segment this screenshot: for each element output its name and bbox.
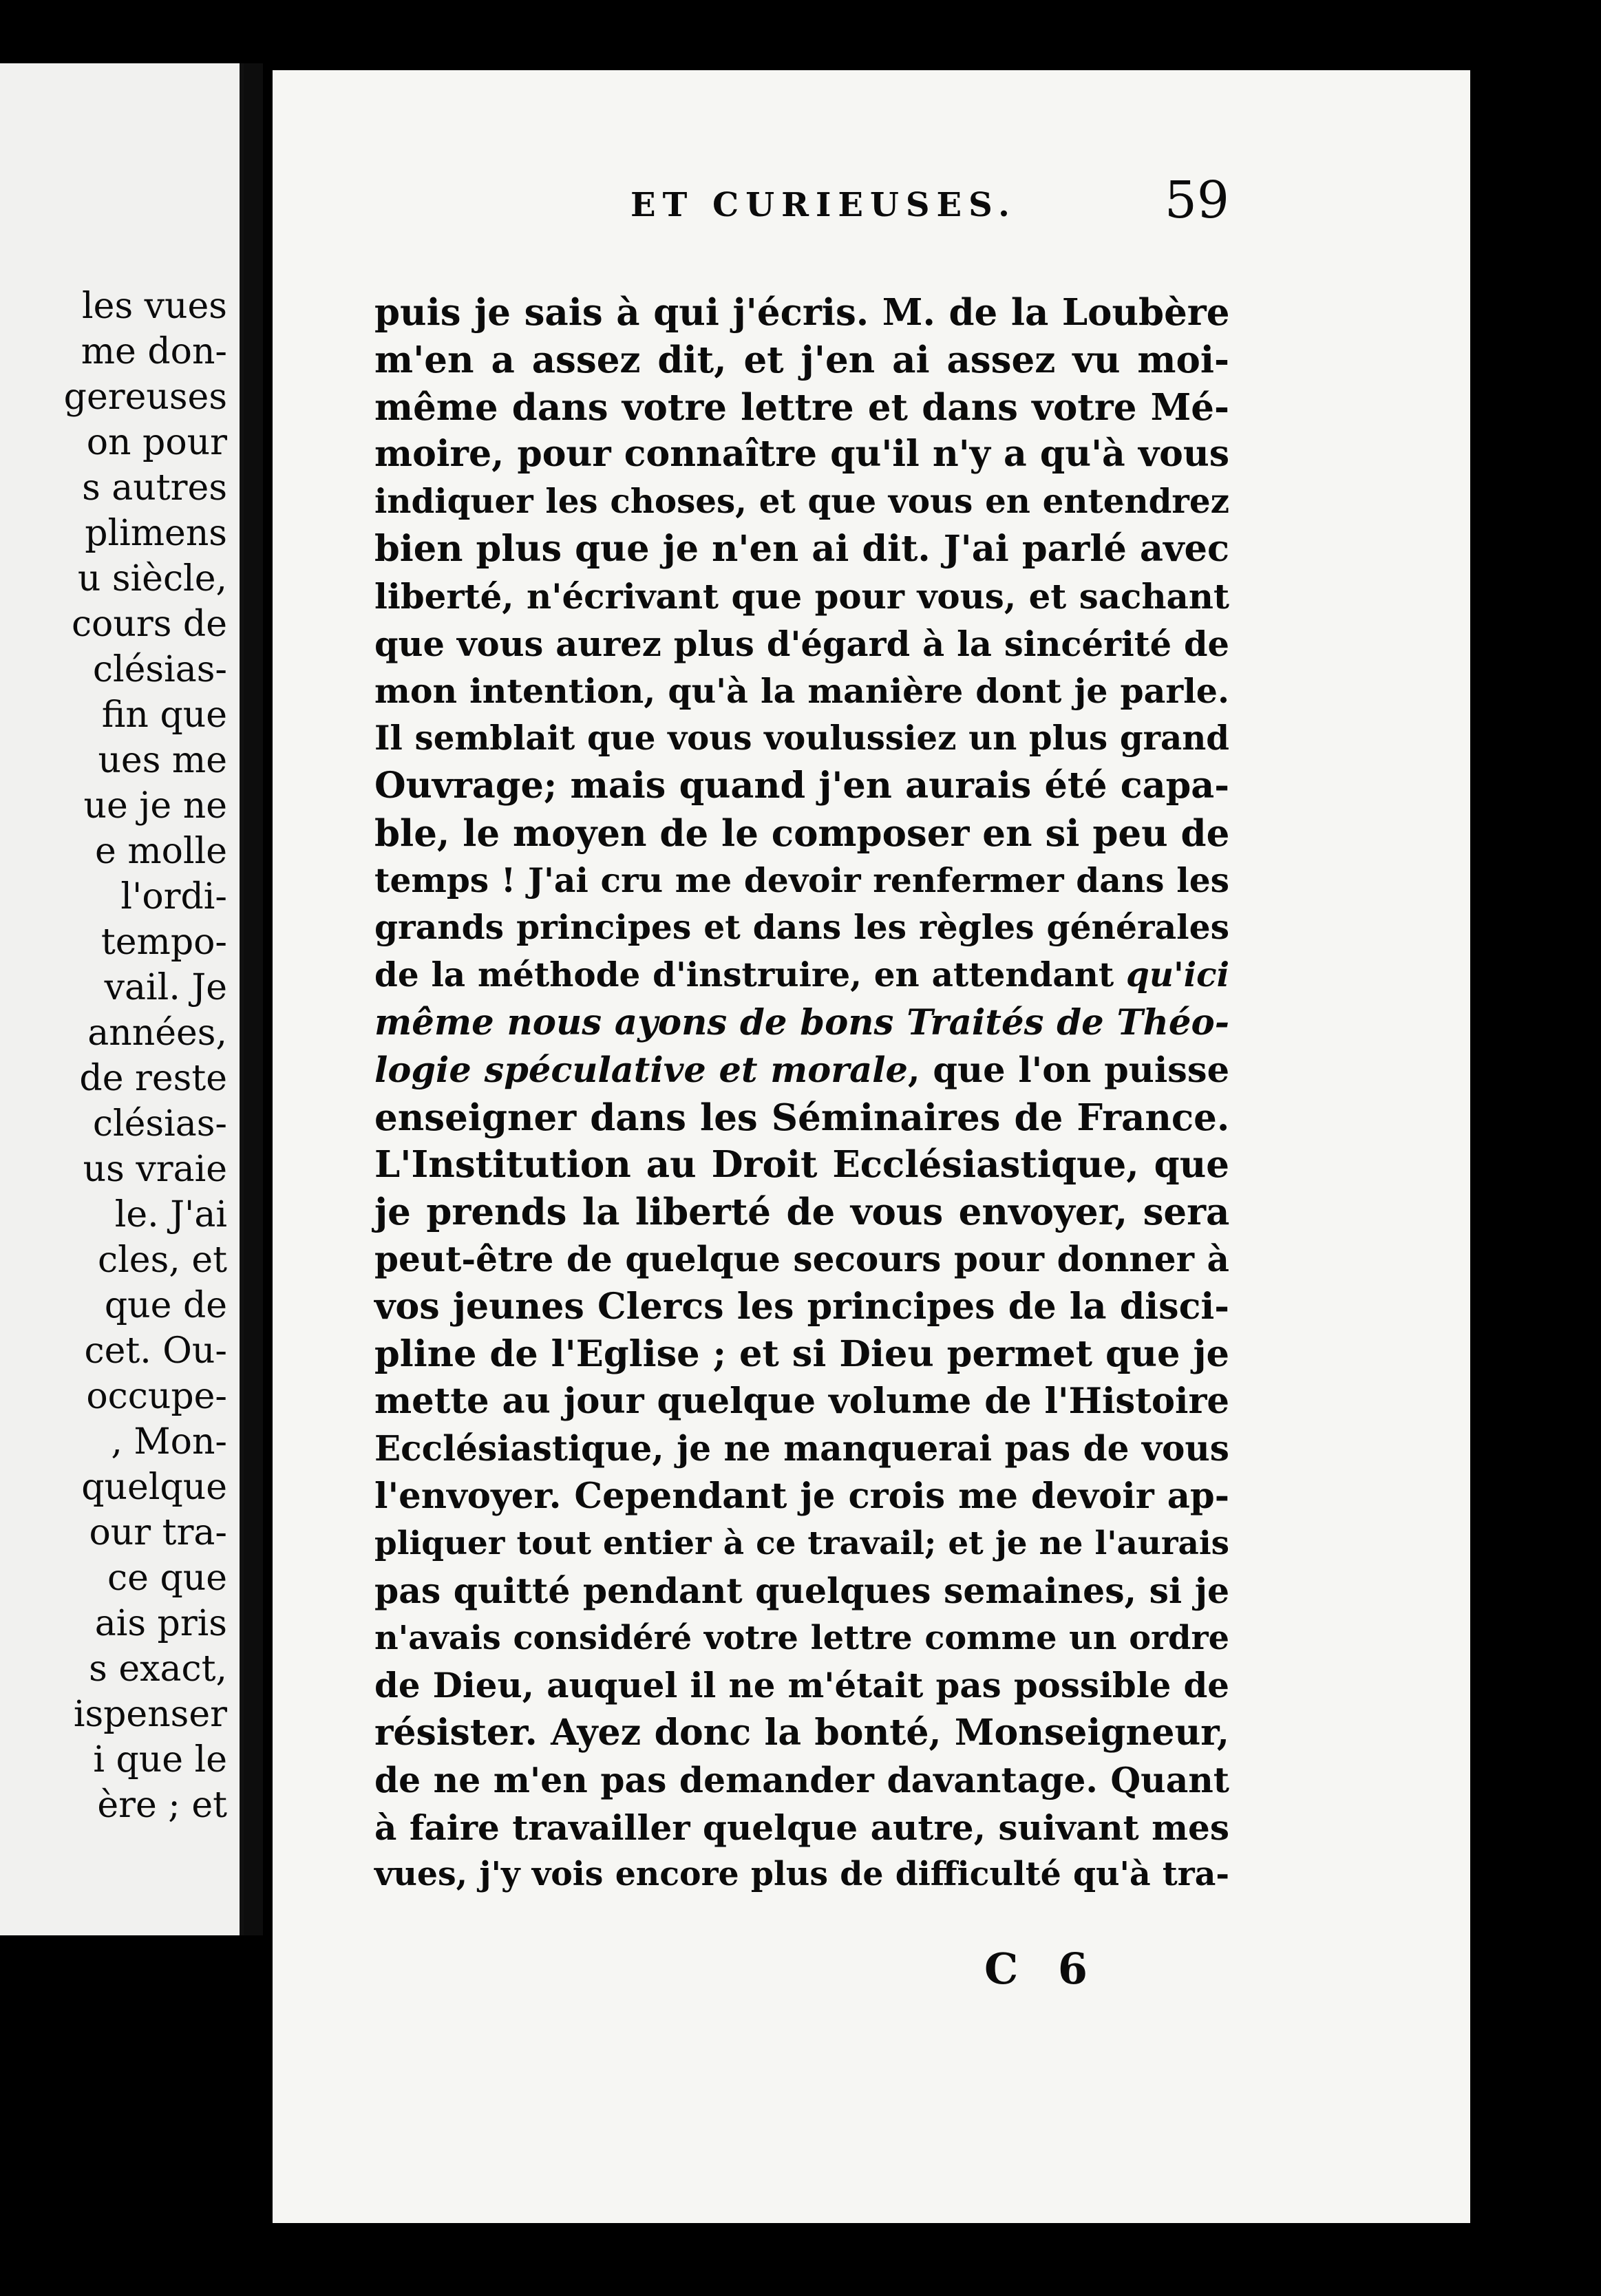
left-page-line: l'ordi- (120, 876, 227, 917)
text-line (374, 1094, 1229, 1142)
text-line (374, 337, 1229, 384)
roman-segment: mon intention, qu'à la manière dont je parle. (374, 671, 1229, 712)
left-page-line: me don- (81, 331, 227, 372)
left-page-fragment (0, 63, 244, 1935)
roman-segment: temps ! J'ai cru me devoir renfermer dans les (374, 860, 1229, 900)
left-page-line: on pour (86, 422, 227, 463)
text-line (374, 478, 1229, 526)
left-page-line: s autres (82, 467, 227, 509)
left-page-line: les vues (82, 286, 227, 327)
text-line (374, 668, 1229, 715)
roman-segment: L'Institution au Droit Ecclésiastique, que (374, 1143, 1229, 1187)
book-gutter (244, 63, 263, 1935)
signature-mark: C 6 (984, 1944, 1101, 1994)
roman-segment: Ouvrage; mais quand j'en aurais été capa- (374, 764, 1229, 807)
left-page-line: clésias- (92, 649, 227, 690)
roman-segment: de Dieu, auquel il ne m'était pas possible de (374, 1665, 1229, 1706)
roman-segment: bien plus que je n'en ai dit. J'ai parlé avec (374, 527, 1229, 570)
text-line (374, 431, 1229, 478)
text-line (374, 384, 1229, 432)
text-line (374, 1662, 1229, 1710)
left-page-line: fin que (101, 694, 227, 736)
left-page-line: clésias- (92, 1103, 227, 1145)
italic-segment: logie spéculative et morale (374, 1049, 908, 1091)
roman-segment: même dans votre lettre et dans votre Mé- (374, 385, 1229, 429)
text-line (374, 999, 1229, 1047)
roman-segment: je prends la liberté de vous envoyer, sera (374, 1191, 1230, 1234)
text-line (374, 1284, 1229, 1331)
left-page-line: us vraie (83, 1149, 227, 1190)
text-line (374, 621, 1229, 668)
roman-segment: indiquer les choses, et que vous en entendrez (374, 482, 1229, 522)
page-header (273, 171, 1229, 237)
roman-segment: vos jeunes Clercs les principes de la disci- (374, 1285, 1229, 1328)
text-line (374, 1520, 1229, 1568)
roman-segment: vues, j'y vois encore plus de difficulté qu'à tra- (374, 1856, 1229, 1894)
roman-segment: pas quitté pendant quelques semaines, si je (374, 1570, 1229, 1611)
left-page-line: vail. Je (104, 967, 227, 1008)
left-page-line: , Mon- (111, 1421, 227, 1463)
roman-segment: moire, pour connaître qu'il n'y a qu'à vous (374, 433, 1229, 476)
roman-segment: pliquer tout entier à ce travail; et je ne l'aurais (374, 1524, 1229, 1562)
left-page-line: cours de (71, 604, 227, 645)
roman-segment: ble, le moyen de le composer en si peu de (374, 811, 1230, 855)
roman-segment: liberté, n'écrivant que pour vous, et sachant (374, 575, 1229, 617)
text-line (374, 1805, 1229, 1852)
left-page-line: cet. Ou- (84, 1330, 227, 1372)
text-line (374, 1851, 1229, 1899)
roman-segment: m'en a assez dit, et j'en ai assez vu moi- (374, 338, 1229, 381)
roman-segment: n'avais considéré votre lettre comme un ordre (374, 1619, 1229, 1658)
text-line (374, 1473, 1229, 1520)
left-page-line: quelque (81, 1467, 227, 1508)
text-line (374, 1710, 1229, 1757)
italic-segment: même nous ayons de bons Traités de Théo- (374, 1001, 1229, 1043)
roman-segment: à faire travailler quelque autre, suivant mes (374, 1807, 1229, 1848)
left-page-line: ues me (98, 740, 227, 781)
left-page-line: le. J'ai (114, 1194, 227, 1235)
roman-segment: résister. Ayez donc la bonté, Monseigneur, (374, 1711, 1229, 1754)
text-line (374, 952, 1229, 999)
text-line (374, 289, 1229, 337)
roman-segment: que vous aurez plus d'égard à la sincérité de (374, 624, 1229, 664)
text-line (374, 1141, 1229, 1189)
roman-segment: pline de l'Eglise ; et si Dieu permet que je (374, 1332, 1229, 1375)
left-page-line: années, (87, 1012, 227, 1054)
left-page-line: s exact, (89, 1648, 227, 1690)
roman-segment: de la méthode d'instruire, en attendant (374, 956, 1114, 995)
roman-segment: l'envoyer. Cependant je crois me devoir ap- (374, 1475, 1229, 1517)
left-page-line: u siècle, (77, 558, 227, 599)
roman-segment: puis je sais à qui j'écris. M. de la Loubère (374, 291, 1230, 334)
text-line (374, 1378, 1229, 1425)
roman-segment: mette au jour quelque volume de l'Histoire (374, 1381, 1229, 1423)
text-line (374, 1425, 1229, 1473)
text-line (374, 573, 1229, 621)
left-page-line: ue je ne (83, 785, 227, 827)
left-page-line: ais pris (94, 1603, 227, 1644)
text-line (374, 763, 1229, 810)
roman-segment: de ne m'en pas demander davantage. Quant (374, 1759, 1229, 1800)
text-line (374, 858, 1229, 905)
text-line (374, 1236, 1229, 1284)
italic-segment: qu'ici (1114, 956, 1229, 995)
text-line (374, 715, 1229, 763)
running-title: ET CURIEUSES. (630, 186, 1017, 224)
text-line (374, 1047, 1229, 1094)
text-line (374, 1568, 1229, 1615)
left-page-line: our tra- (89, 1512, 227, 1553)
roman-segment: , que l'on puisse (907, 1049, 1229, 1091)
left-page-line: e molle (95, 831, 227, 872)
left-page-line: occupe- (86, 1376, 227, 1417)
text-line (374, 1189, 1229, 1236)
text-line (374, 810, 1229, 858)
text-line (374, 904, 1229, 952)
left-page-line: de reste (79, 1058, 227, 1099)
left-page-line: plimens (85, 513, 227, 554)
left-page-line: que de (104, 1285, 227, 1326)
text-line (374, 1757, 1229, 1805)
left-page-line: ispenser (73, 1694, 227, 1735)
left-page-line: ère ; et (97, 1785, 227, 1826)
text-line (374, 1615, 1229, 1662)
left-page-line: gereuses (63, 376, 227, 418)
roman-segment: peut-être de quelque secours pour donner à (374, 1238, 1229, 1279)
roman-segment: grands principes et dans les règles générales (374, 908, 1229, 948)
body-text (374, 289, 1229, 1899)
left-page-line: tempo- (100, 922, 227, 963)
left-page-line: i que le (93, 1739, 227, 1781)
text-line (374, 526, 1229, 573)
left-page-line: cles, et (98, 1240, 227, 1281)
roman-segment: enseigner dans les Séminaires de France. (374, 1096, 1230, 1139)
roman-segment: Il semblait que vous voulussiez un plus grand (374, 719, 1229, 758)
text-line (374, 1331, 1229, 1379)
roman-segment: Ecclésiastique, je ne manquerai pas de vous (374, 1428, 1229, 1469)
page-number: 59 (1164, 171, 1229, 230)
left-page-line: ce que (107, 1558, 227, 1599)
